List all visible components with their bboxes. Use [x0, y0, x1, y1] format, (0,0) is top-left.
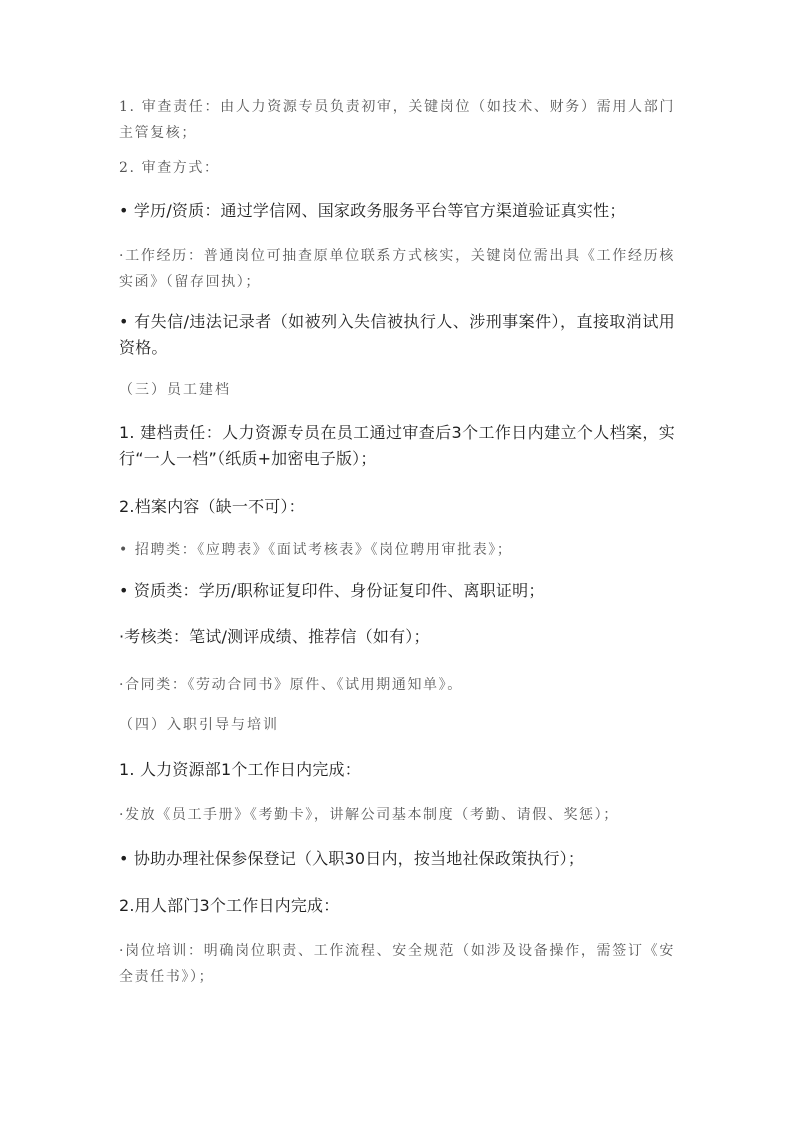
paragraph-assessment-docs: ·考核类：笔试/测评成绩、推荐信（如有）；: [119, 627, 430, 646]
section-heading-employee-file: （三）员工建档: [119, 382, 231, 398]
paragraph-contract-docs: ·合同类：《劳动合同书》原件、《试用期通知单》。: [119, 677, 463, 693]
paragraph-work-history-check: ·工作经历：普通岗位可抽查原单位联系方式核实，关键岗位需出具《工作经历核实函》（留存回执）；: [119, 248, 675, 290]
paragraph-review-method: 2. 审查方式：: [119, 160, 220, 176]
paragraph-social-insurance: • 协助办理社保参保登记（入职30日内，按当地社保政策执行）；: [119, 849, 585, 868]
paragraph-credit-record: • 有失信/违法记录者（如被列入失信被执行人、涉刑事案件），直接取消试用资格。: [119, 312, 675, 357]
paragraph-job-training: ·岗位培训：明确岗位职责、工作流程、安全规范（如涉及设备操作，需签订《安全责任书》）；: [119, 943, 675, 985]
paragraph-education-check: • 学历/资质：通过学信网、国家政务服务平台等官方渠道验证真实性；: [119, 201, 626, 220]
paragraph-handbook-distribution: ·发放《员工手册》《考勤卡》，讲解公司基本制度（考勤、请假、奖惩）；: [119, 807, 619, 823]
paragraph-review-responsibility: 1. 审查责任：由人力资源专员负责初审，关键岗位（如技术、财务）需用人部门主管复核；: [119, 99, 675, 141]
paragraph-hr-tasks: 1. 人力资源部1个工作日内完成：: [119, 760, 361, 779]
paragraph-department-tasks: 2.用人部门3个工作日内完成：: [119, 896, 340, 915]
paragraph-qualification-docs: • 资质类：学历/职称证复印件、身份证复印件、离职证明；: [119, 581, 545, 600]
paragraph-file-responsibility: 1. 建档责任：人力资源专员在员工通过审查后3个工作日内建立个人档案，实行“一人一档”（纸质+加密电子版）；: [119, 423, 675, 468]
paragraph-file-contents: 2.档案内容（缺一不可）：: [119, 497, 305, 516]
paragraph-recruitment-docs: • 招聘类：《应聘表》《面试考核表》《岗位聘用审批表》；: [119, 542, 513, 558]
section-heading-onboarding: （四）入职引导与培训: [119, 717, 279, 733]
